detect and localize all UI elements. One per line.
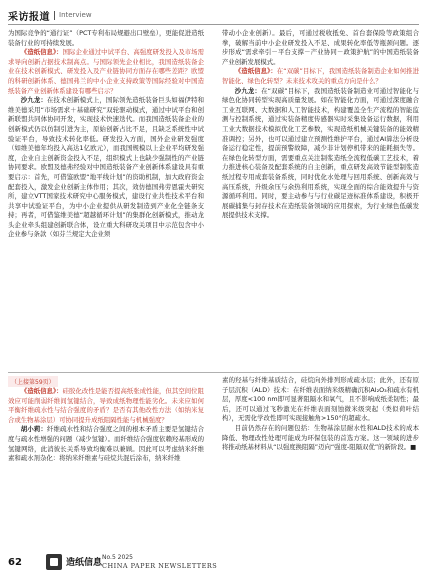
magazine-english-name: CHINA PAPER NEWSLETTERS xyxy=(102,562,218,570)
body-paragraph: 目前仍然存在的问题包括：生物基涂层耐水性和ALD技术的成本降低、物理改性处理可能成为环保包装的首选方案。这一领域的进步将推动纸基材料从“以强度换阻隔”迈向“强度-阻隔双优”的新阶段。■ xyxy=(222,423,419,452)
continued-from-label: （上接第59页） xyxy=(8,376,58,387)
answer-text: 在“双碳”目标下，我国造纸装备制造业可通过智能化与绿色化协同转型实现高质量发展。如在智能化方面，可通过深度融合工业互联网、大数据和人工智能技术，构建覆盖全生产流程的智能监测与控制系统，通过实装备精度传感器实时采集设备运行数据，利用工业大数据技术模拟优化工艺参数，实现造纸机械关键装备的能效精准调控；另外，也可以通过建立预测性维护平台，通过AI算法分析设备运行稳定性，提前预警故障，减少非计划停机带来的能耗损失等。在绿色化转型方面，需要重点关注制浆造纸全流程低碳工艺技术，着力推进核心装备及配套系统的自主创新，重点研发高效节能型制浆造纸过程专用成套装备系统，同时优化水处理与回用系统、创新高效与高压系统，升级余压与余热利用系统，实现全面的综合能效提升与资源循环利用。同时，要主动参与与行业碳足迹标准体系建设，积极开展碳捕集与封存技术在造纸装备领域的应用探索，为行业绿色低碳发展提供技术支撑。 xyxy=(222,86,419,220)
question-text: 国际企业通过中试平台、高强度研发投入及市场需求导向创新占据技术制高点。与国际领先企业相比，我国造纸装备企业在技术创新模式、研发投入及产业链协同方面存在哪些差距？欧盟的科研创新体系、德国弗兰的中小企业支持政策等国际经验对中国造纸装备产业创新体系建设有哪些启示？ xyxy=(8,48,204,95)
speaker-name: 沙九龙： xyxy=(20,96,47,105)
header-rule xyxy=(8,24,419,25)
question-label: 《造纸信息》： xyxy=(20,387,63,395)
answer-text: 纤维疏水性和结合强度之间的根本矛盾主要是氢键结合度与疏水性增强的问题（减少氢键）。而纤维结合强度依赖羟基形成的氢键网络，此消彼长关系导致均衡难以兼顾。因此可以考虑纳米纤维素和疏水剂杂化：将纳米纤维素与硅烷共混后涂布，纳米纤维 xyxy=(8,425,205,463)
section-title: 采访报道 xyxy=(8,11,50,23)
body-paragraph: 为国际竞争的“通行证”（PCT专利布局规避出口壁垒），更能促进造纸装备行业的可持续发展。 xyxy=(8,29,204,47)
speaker-name: 沙九龙： xyxy=(234,86,262,95)
interview-question xyxy=(8,387,204,425)
column-top-left xyxy=(8,29,204,240)
issue-number: No.5 2025 xyxy=(102,554,133,561)
article-divider xyxy=(8,372,419,373)
page-number: 62 xyxy=(8,557,22,568)
magazine-logo-icon xyxy=(46,554,62,570)
question-text: 硅胶化改性是能否提高纸张成性能，但其空间位阻效应可能削弱纤维间氢键结合，导致成纸物理性能劣化。未来应如何平衡纤维疏水性与结合强度的矛盾？是否有其他改性方法（如纳米复合或生物基涂层）可协同提升成纸阻隔性能与机械强度？ xyxy=(8,387,204,424)
question-text: 在“双碳”目标下，我国造纸装备制造企业如何推进智能化、绿色化转型？未来技术攻关的重点方向是什么？ xyxy=(222,67,419,85)
interview-answer xyxy=(8,96,204,240)
section-subtitle: Interview xyxy=(59,11,92,19)
interview-answer xyxy=(8,425,204,463)
interview-question xyxy=(222,67,419,86)
page-footer xyxy=(0,552,427,579)
column-top-right xyxy=(222,29,419,221)
answer-text: 在技术创新模式上，国际领先造纸装备巨头如福伊特和维美德采用“市场需求＋基础研究”双轮驱动模式，通过中试平台和创新联盟共同体协同开发，实现技术快速迭代。而我国造纸装备企业的创新模式仍以仿制引进为主，原始创新占比不足，且缺乏系统性中试验证平台，导致技术转化率低。研发投入方面，国外企业研发强度（如维美德年均投入高达1亿欧元），而我国规模以上企业平均研发强度，企业自主创新资金投入不足，组织模式上也缺少强制性的产业链协同要求。欧盟及德弗经验对中国造纸装备产业创新体系建设具有重要启示：首先，可借鉴欧盟“地平线计划”的资助机制，加大政府资金配套投入，激发企业创新主体作用；其次，效仿德国弗劳恩霍夫研究所，建立VTT国家技术研究中心服务模式，建设行业共性技术平台和共享中试验证平台，为中小企业提供从研发制造到产业化全链条支持；再者，可借鉴维美德“超越循环计划”的集群化创新模式，推动龙头企业牵头组建创新联合体，设立重大科研攻关项目中示范包含中小企业参与条款（如芬兰规定大企业须 xyxy=(8,96,205,239)
interview-question xyxy=(8,48,204,96)
interview-answer xyxy=(222,87,419,221)
column-bottom-left xyxy=(8,387,204,464)
speaker-name: 胡小莉： xyxy=(20,425,47,434)
body-paragraph: 带动小企业创新）。最后，可通过税收抵免、首台套保险等政策组合拳，破解当前中小企业研发投入不足、成果转化率低等瓶颈问题。逐步形成“需求牵引－平台支撑－产业协同－政策护航”的中国造纸装备产业创新发展模式。 xyxy=(222,29,419,66)
header-separator xyxy=(54,11,55,20)
magazine-name: 造纸信息 xyxy=(66,558,103,568)
page-header xyxy=(8,8,92,22)
question-label: 《造纸信息》： xyxy=(20,48,63,57)
column-bottom-right xyxy=(222,376,419,453)
question-label: 《造纸信息》： xyxy=(234,67,277,76)
body-paragraph: 素的羟基与纤维基质结合，硅烷向外排列形成疏水层；此外，还有原子层沉积（ALD）技术：在纤维表面纳米级精确沉积Al₂O₃和疏水有机层，厚度<100 nm即可显著阻隔水和氧气，且不影响成纸柔韧性；最后，还可以通过飞秒激光在纤维表面刻蚀微米级突起（类似荷叶结构），无需化学改性即可实现接触角>150°的超疏水。 xyxy=(222,376,419,423)
